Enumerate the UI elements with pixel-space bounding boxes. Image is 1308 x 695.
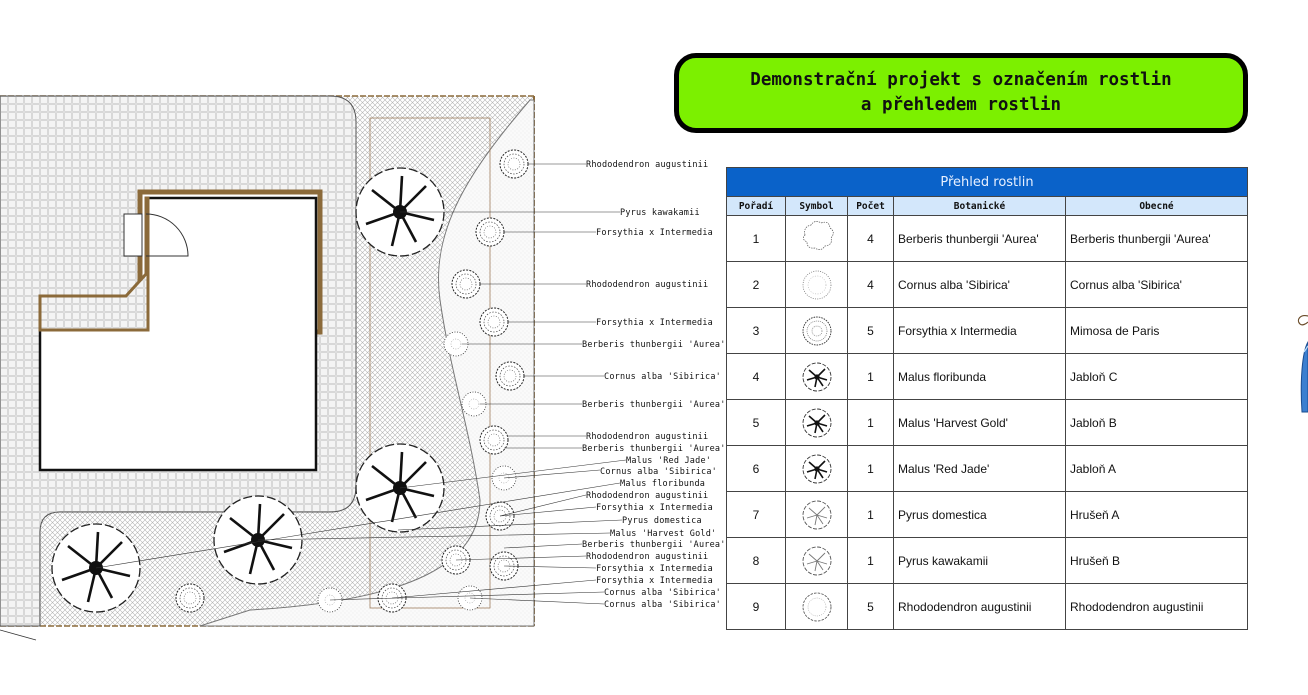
row-count: 5 <box>848 308 894 354</box>
plant-overview-table <box>726 167 1248 630</box>
row-order: 3 <box>727 308 786 354</box>
row-symbol <box>786 216 848 262</box>
row-botanical-name: Malus 'Harvest Gold' <box>894 400 1066 446</box>
callout-label: Malus 'Harvest Gold' <box>610 529 717 539</box>
table-row <box>727 262 1248 308</box>
table-header-row <box>727 197 1248 216</box>
shrub-forsythia <box>476 218 504 246</box>
dense-shrub-icon <box>787 314 846 348</box>
table-row <box>727 216 1248 262</box>
table-row <box>727 584 1248 630</box>
callout-labels <box>582 160 726 610</box>
row-common-name: Jabloň C <box>1066 354 1248 400</box>
row-count: 1 <box>848 492 894 538</box>
row-count: 4 <box>848 262 894 308</box>
row-order: 9 <box>727 584 786 630</box>
callout-label: Cornus alba 'Sibirica' <box>604 600 721 610</box>
row-count: 1 <box>848 400 894 446</box>
shrub-forsythia <box>176 584 204 612</box>
project-title-line1: Demonstrační projekt s označením rostlin <box>750 70 1172 90</box>
row-symbol <box>786 400 848 446</box>
pebble-shrub-icon <box>787 590 846 624</box>
callout-label: Rhododendron augustinii <box>586 160 709 170</box>
row-symbol <box>786 584 848 630</box>
row-order: 2 <box>727 262 786 308</box>
callout-label: Berberis thunbergii 'Aurea' <box>582 340 726 350</box>
row-symbol <box>786 354 848 400</box>
shrub-rhododendron <box>452 270 480 298</box>
row-botanical-name: Rhododendron augustinii <box>894 584 1066 630</box>
tree-light-icon <box>787 498 846 532</box>
row-common-name: Rhododendron augustinii <box>1066 584 1248 630</box>
row-symbol <box>786 308 848 354</box>
table-title: Přehled rostlin <box>727 168 1248 197</box>
callout-label: Malus floribunda <box>620 479 706 489</box>
leader-corner <box>0 630 36 640</box>
shrub-rhododendron <box>480 426 508 454</box>
callout-label: Rhododendron augustinii <box>586 432 709 442</box>
row-botanical-name: Malus 'Red Jade' <box>894 446 1066 492</box>
callout-label: Forsythia x Intermedia <box>596 576 713 586</box>
callout-label: Berberis thunbergii 'Aurea' <box>582 444 726 454</box>
row-symbol <box>786 492 848 538</box>
column-header: Pořadí <box>727 197 786 216</box>
row-count: 4 <box>848 216 894 262</box>
shrub-forsythia <box>480 308 508 336</box>
row-count: 1 <box>848 446 894 492</box>
callout-label: Rhododendron augustinii <box>586 280 709 290</box>
row-order: 4 <box>727 354 786 400</box>
shrub-cornus <box>496 362 524 390</box>
callout-label: Malus 'Red Jade' <box>626 456 712 466</box>
tree-dark-core-icon <box>787 406 846 440</box>
callout-label: Berberis thunbergii 'Aurea' <box>582 400 726 410</box>
tree-light-icon <box>787 544 846 578</box>
row-common-name: Jabloň A <box>1066 446 1248 492</box>
dotted-shrub-icon <box>787 268 846 302</box>
table-row <box>727 400 1248 446</box>
cropped-logo <box>1294 312 1308 452</box>
column-header: Botanické <box>894 197 1066 216</box>
row-botanical-name: Berberis thunbergii 'Aurea' <box>894 216 1066 262</box>
row-order: 7 <box>727 492 786 538</box>
callout-label: Rhododendron augustinii <box>586 491 709 501</box>
column-header: Obecné <box>1066 197 1248 216</box>
row-order: 5 <box>727 400 786 446</box>
row-count: 5 <box>848 584 894 630</box>
row-symbol <box>786 262 848 308</box>
row-order: 6 <box>727 446 786 492</box>
row-botanical-name: Cornus alba 'Sibirica' <box>894 262 1066 308</box>
callout-label: Pyrus domestica <box>622 516 702 526</box>
row-count: 1 <box>848 354 894 400</box>
project-title-banner <box>674 53 1248 133</box>
callout-label: Forsythia x Intermedia <box>596 228 713 238</box>
shrub-rhododendron <box>500 150 528 178</box>
row-botanical-name: Malus floribunda <box>894 354 1066 400</box>
table-row <box>727 446 1248 492</box>
callout-label: Berberis thunbergii 'Aurea' <box>582 540 726 550</box>
callout-label: Pyrus kawakamii <box>620 208 700 218</box>
row-common-name: Berberis thunbergii 'Aurea' <box>1066 216 1248 262</box>
row-botanical-name: Forsythia x Intermedia <box>894 308 1066 354</box>
tree-dark-core-icon <box>787 452 846 486</box>
table-row <box>727 308 1248 354</box>
row-common-name: Mimosa de Paris <box>1066 308 1248 354</box>
tree-dark-core-icon <box>787 360 846 394</box>
callout-label: Cornus alba 'Sibirica' <box>604 372 721 382</box>
row-botanical-name: Pyrus kawakamii <box>894 538 1066 584</box>
row-common-name: Hrušeň B <box>1066 538 1248 584</box>
table-row <box>727 538 1248 584</box>
row-common-name: Jabloň B <box>1066 400 1248 446</box>
table-row <box>727 354 1248 400</box>
row-order: 8 <box>727 538 786 584</box>
table-row <box>727 492 1248 538</box>
row-symbol <box>786 538 848 584</box>
row-order: 1 <box>727 216 786 262</box>
project-title-line2: a přehledem rostlin <box>860 95 1062 115</box>
column-header: Symbol <box>786 197 848 216</box>
cloud-shrub-icon <box>787 222 846 256</box>
row-botanical-name: Pyrus domestica <box>894 492 1066 538</box>
callout-label: Cornus alba 'Sibirica' <box>600 467 717 477</box>
callout-label: Cornus alba 'Sibirica' <box>604 588 721 598</box>
column-header: Počet <box>848 197 894 216</box>
row-symbol <box>786 446 848 492</box>
callout-label: Rhododendron augustinii <box>586 552 709 562</box>
entrance-steps <box>124 214 142 256</box>
callout-label: Forsythia x Intermedia <box>596 564 713 574</box>
callout-label: Forsythia x Intermedia <box>596 318 713 328</box>
row-common-name: Hrušeň A <box>1066 492 1248 538</box>
row-count: 1 <box>848 538 894 584</box>
callout-label: Forsythia x Intermedia <box>596 503 713 513</box>
row-common-name: Cornus alba 'Sibirica' <box>1066 262 1248 308</box>
